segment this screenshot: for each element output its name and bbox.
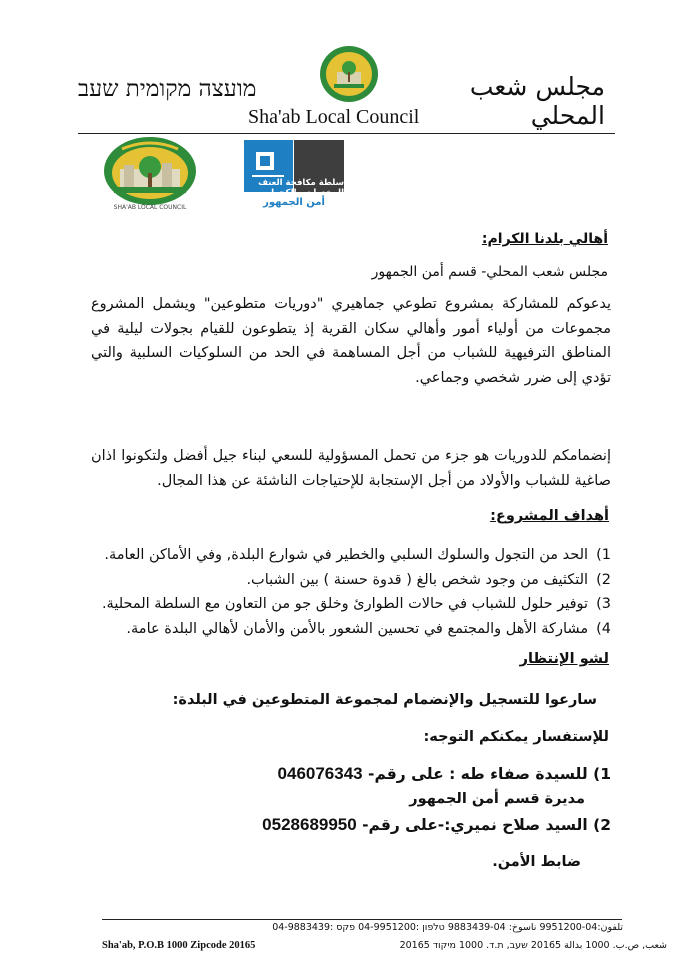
contact-1: 1) للسيدة صفاء طه : على رقم- 046076343	[277, 764, 611, 783]
header-divider	[78, 133, 615, 134]
council-emblem-icon	[318, 44, 380, 104]
authority-logo-caption: سلطة مكافحة العنف المخدرات والكحول	[258, 178, 344, 198]
council-name-english: Sha'ab Local Council	[248, 106, 420, 128]
contact-2-role: ضابط الأمن.	[492, 854, 581, 870]
inquiry-heading: للإستفسار يمكنكم التوجه:	[423, 729, 609, 745]
contact-1-phone: 046076343	[277, 764, 363, 783]
footer-phone-line: تلفون:04-9951200 ناسوخ: 04-9883439 טלפון :04-9951200 פקס :04-9883439	[272, 922, 623, 933]
goals-heading: أهداف المشروع:	[490, 508, 609, 524]
footer-address-line: شعب, ص.ب. 1000 بدالة 20165 שעב, ת.ד. 1000 מיקוד 20165	[399, 940, 667, 951]
contact-2: 2) السيد صلاح نميري:-على رقم- 0528689950	[262, 815, 611, 834]
greeting-heading: أهالي بلدنا الكرام:	[481, 231, 608, 247]
council-logo-icon	[102, 135, 198, 207]
council-name-hebrew: מועצה מקומית שעב	[78, 76, 257, 102]
goals-list	[51, 543, 611, 641]
authority-logo-subtitle: أمن الجمهور	[263, 197, 325, 208]
footer-address-english: Sha'ab, P.O.B 1000 Zipcode 20165	[102, 940, 256, 951]
list-item: 3)توفير حلول للشباب في حالات الطوارئ وخلق جو من التعاون مع السلطة المحلية.	[101, 596, 611, 612]
council-name-arabic: مجلس شعب المحلي	[469, 72, 605, 130]
intro-line: مجلس شعب المحلي- قسم أمن الجمهور	[371, 264, 608, 280]
list-item: 2)التكثيف من وجود شخص بالغ ( قدوة حسنة ) بين الشباب.	[246, 571, 611, 588]
footer-divider	[102, 919, 622, 920]
registration-call: سارعوا للتسجيل والإنضمام لمجموعة المتطوعين في البلدة:	[172, 692, 597, 708]
why-wait-heading: لشو الإنتظار	[519, 651, 609, 667]
contact-2-phone: 0528689950	[262, 815, 357, 834]
council-logo-caption: SHA'AB LOCAL COUNCIL	[113, 204, 187, 211]
contact-1-role: مديرة قسم أمن الجمهور	[409, 791, 585, 807]
responsibility-paragraph: إنضمامكم للدوريات هو جزء من تحمل المسؤولية للسعي لبناء جيل أفضل ولتكونوا اذان صاغية للشباب والأولاد من أجل الإستجابة للإحتياجات الناشئة عن هذا المجال.	[91, 448, 611, 489]
invitation-paragraph: يدعوكم للمشاركة بمشروع تطوعي جماهيري "دوريات متطوعين" ويشمل المشروع مجموعات من أولياء أمور وأهالي سكان القرية إذ يتطوعون للقيام بجولات ليلية في المناطق الترفيهية للشباب من أجل المساهمة في الحد من السلوكيات السلبية والتي تؤدي إلى ضرر شخصي وجماعي.	[91, 296, 611, 386]
list-item: 1)الحد من التجول والسلوك السلبي والخطير في شوارع البلدة, وفي الأماكن العامة.	[104, 547, 611, 563]
list-item: 4)مشاركة الأهل والمجتمع في تحسين الشعور بالأمن والأمان لأهالي البلدة عامة.	[126, 620, 611, 637]
